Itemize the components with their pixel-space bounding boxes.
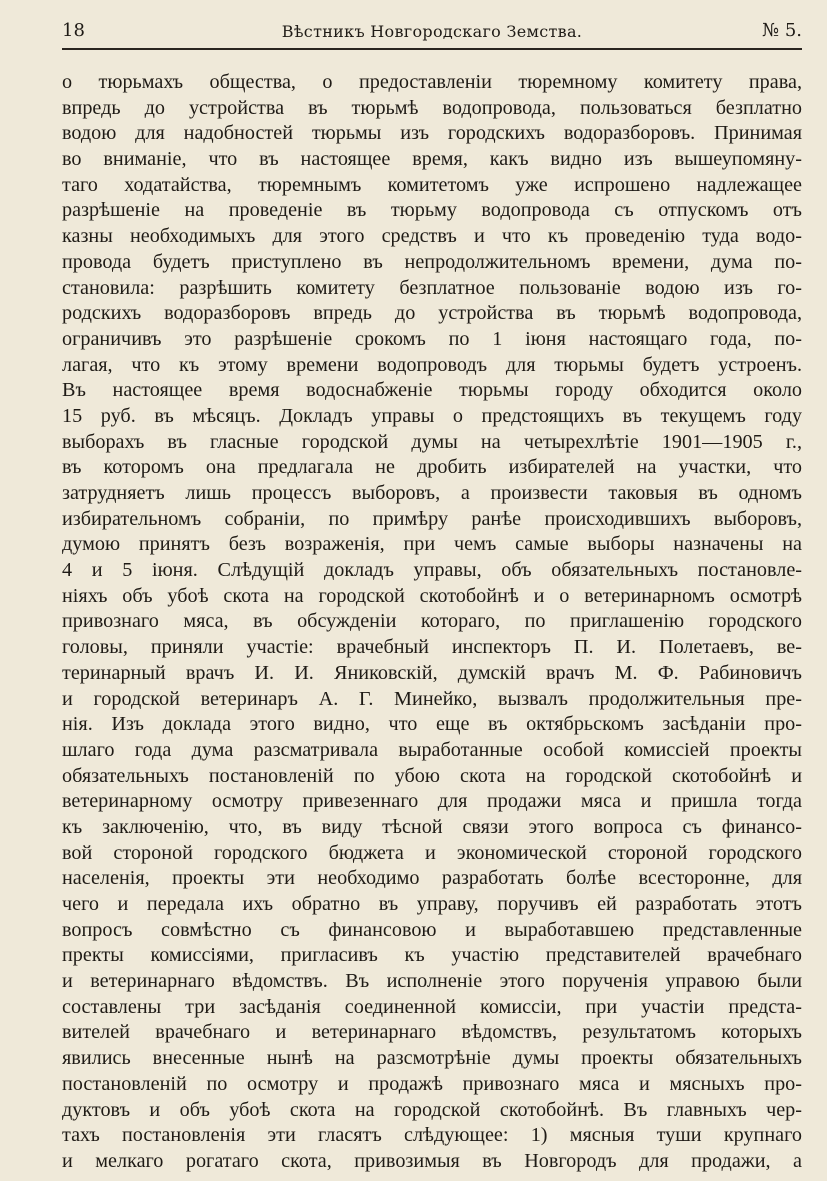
text-line: выборахъ въ гласные городской думы на четырехлѣтіе 1901—1905 г., — [62, 430, 802, 453]
text-line: дуктовъ и объ убоѣ скота на городской скотобойнѣ. Въ главныхъ чер- — [62, 1098, 802, 1121]
text-line: водою для надобностей тюрьмы изъ городскихъ водоразборовъ. Принимая — [62, 122, 802, 145]
text-line: привознаго мяса, въ обсужденіи котораго, по приглашенію городского — [62, 610, 802, 633]
text-line: чего и передала ихъ обратно въ управу, поручивъ ей разработать этотъ — [62, 893, 802, 915]
page-number: 18 — [62, 20, 85, 41]
text-line: избирательномъ собраніи, по примѣру ранѣе происходившихъ выборовъ, — [62, 507, 802, 530]
text-line: головы, приняли участіе: врачебный инспекторъ П. И. Полетаевъ, ве- — [62, 636, 802, 659]
text-line: впредь до устройства въ тюрьмѣ водопровода, пользоваться безплатно — [62, 96, 802, 119]
text-line: становила: разрѣшить комитету безплатное пользованіе водою изъ го- — [62, 276, 802, 299]
text-line: разрѣшеніе на проведеніе въ тюрьму водопровода съ отпускомъ отъ — [62, 199, 802, 222]
text-line: и мелкаго рогатаго скота, привозимыя въ Новгородъ для продажи, а — [62, 1149, 802, 1172]
text-line: вой стороной городского бюджета и экономической стороной городского — [62, 841, 802, 864]
text-line: ветеринарному осмотру привезеннаго для продажи мяса и пришла тогда — [62, 790, 802, 813]
text-line: нія. Изъ доклада этого видно, что еще въ октябрьскомъ засѣданіи про- — [62, 713, 802, 736]
text-line: населенія, проекты эти необходимо разработать болѣе всесторонне, для — [62, 867, 802, 890]
text-line: затрудняетъ лишь процессъ выборовъ, а произвести таковыя въ одномъ — [62, 482, 802, 504]
text-line: тахъ постановленія эти гласятъ слѣдующее: 1) мясныя туши крупнаго — [62, 1124, 802, 1147]
header-rule — [62, 48, 802, 50]
issue-number: № 5. — [762, 20, 802, 41]
text-line: постановленій по осмотру и продажѣ привознаго мяса и мясныхъ про- — [62, 1072, 802, 1095]
journal-title: Вѣстникъ Новгородскаго Земства. — [281, 22, 583, 41]
text-line: въ которомъ она предлагала не дробить избирателей на участки, что — [62, 456, 802, 479]
text-line: о тюрьмахъ общества, о предоставленіи тюремному комитету права, — [62, 71, 802, 93]
text-line: лагая, что къ этому времени водопроводъ для тюрьмы будетъ устроенъ. — [62, 353, 802, 376]
text-line: ограничивъ это разрѣшеніе срокомъ по 1 іюня настоящаго года, по- — [62, 327, 802, 350]
text-line: Въ настоящее время водоснабженіе тюрьмы городу обходится около — [62, 379, 802, 402]
text-line: думою принятъ безъ возраженія, при чемъ самые выборы назначены на — [62, 533, 802, 556]
text-line: и городской ветеринаръ А. Г. Минейко, вызвалъ продолжительныя пре- — [62, 687, 802, 710]
text-line: 15 руб. въ мѣсяцъ. Докладъ управы о предстоящихъ въ текущемъ году — [62, 404, 802, 427]
body-text — [62, 70, 802, 1175]
text-line: вопросъ совмѣстно съ финансовою и выработавшею представленные — [62, 918, 802, 941]
text-line: провода будетъ приступлено въ непродолжительномъ времени, дума по- — [62, 250, 802, 273]
text-line: во вниманіе, что въ настоящее время, какъ видно изъ вышеупомяну- — [62, 148, 802, 171]
text-line: шлаго года дума разсматривала выработанные особой комиссіей проекты — [62, 738, 802, 761]
text-line: составлены три засѣданія соединенной комиссіи, при участіи предста- — [62, 995, 802, 1018]
running-header — [62, 20, 802, 50]
text-line: вителей врачебнаго и ветеринарнаго вѣдомствъ, результатомъ которыхъ — [62, 1021, 802, 1044]
text-line: ніяхъ объ убоѣ скота на городской скотобойнѣ и о ветеринарномъ осмотрѣ — [62, 584, 802, 607]
text-line: явились внесенные нынѣ на разсмотрѣніе думы проекты обязательныхъ — [62, 1047, 802, 1070]
text-line: таго ходатайства, тюремнымъ комитетомъ уже испрошено надлежащее — [62, 173, 802, 196]
text-line: обязательныхъ постановленій по убою скота на городской скотобойнѣ и — [62, 764, 802, 787]
text-line: теринарный врачъ И. И. Яниковскій, думскій врачъ М. Ф. Рабиновичъ — [62, 661, 802, 684]
text-line: казны необходимыхъ для этого средствъ и что къ проведенію туда водо- — [62, 225, 802, 248]
text-line: и ветеринарнаго вѣдомствъ. Въ исполненіе этого порученія управою были — [62, 970, 802, 993]
text-line: къ заключенію, что, въ виду тѣсной связи этого вопроса съ финансо- — [62, 815, 802, 838]
text-line: пректы комиссіями, пригласивъ къ участію представителей врачебнаго — [62, 944, 802, 967]
text-line: 4 и 5 іюня. Слѣдущій докладъ управы, объ обязательныхъ постановле- — [62, 559, 802, 582]
text-line: родскихъ водоразборовъ впредь до устройства въ тюрьмѣ водопровода, — [62, 302, 802, 325]
